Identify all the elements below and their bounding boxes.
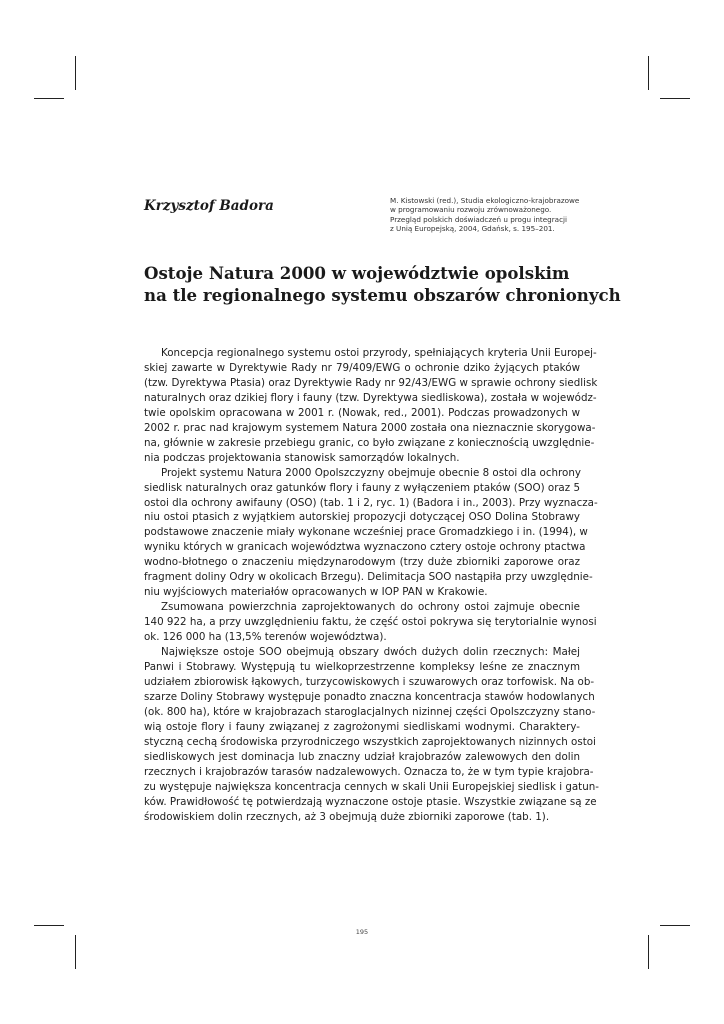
crop-mark-bottom-left-horizontal bbox=[34, 925, 64, 926]
text-line: ostoi dla ochrony awifauny (OSO) (tab. 1 i 2, ryc. 1) (Badora i in., 2003). Przy wyznacza- bbox=[144, 496, 598, 509]
citation-line: Przegląd polskich doświadczeń u progu integracji bbox=[390, 214, 568, 224]
text-line: wyniku których w granicach województwa wyznaczono cztery ostoje ochrony ptactwa bbox=[144, 541, 586, 554]
text-line: naturalnych oraz dzikiej flory i fauny (tzw. Dyrektywa siedliskowa), została w wojewódz- bbox=[144, 391, 597, 404]
title-line: Ostoje Natura 2000 w województwie opolskim bbox=[144, 263, 570, 283]
citation-block bbox=[390, 196, 620, 234]
paragraph-3 bbox=[144, 600, 597, 645]
page-number: 195 bbox=[355, 928, 369, 936]
title-line: na tle regionalnego systemu obszarów chronionych bbox=[144, 285, 621, 305]
text-line: Projekt systemu Natura 2000 Opolszczyzny obejmuje obecnie 8 ostoi dla ochrony bbox=[161, 466, 581, 479]
text-line: siedlisk naturalnych oraz gatunków flory i fauny z wyłączeniem ptaków (SOO) oraz 5 bbox=[144, 481, 580, 494]
text-line: wią ostoje flory i fauny związanej z zagrożonymi siedliskami wodnymi. Charaktery- bbox=[144, 720, 580, 733]
text-line: (tzw. Dyrektywa Ptasia) oraz Dyrektywie Rady nr 92/43/EWG w sprawie ochrony siedlisk bbox=[144, 376, 598, 389]
citation-line: z Unią Europejską, 2004, Gdańsk, s. 195–201. bbox=[390, 224, 555, 234]
text-line: skiej zawarte w Dyrektywie Rady nr 79/409/EWG o ochronie dziko żyjących ptaków bbox=[144, 361, 580, 374]
text-line: zu występuje największa koncentracja cennych w skali Unii Europejskiej siedlisk i gatun- bbox=[144, 780, 599, 793]
text-line: szarze Doliny Stobrawy występuje ponadto znaczna koncentracja stawów hodowlanych bbox=[144, 690, 595, 703]
text-line: udziałem zbiorowisk łąkowych, turzycowiskowych i szuwarowych oraz torfowisk. Na ob- bbox=[144, 675, 595, 688]
text-line: niu ostoi ptasich z wyjątkiem autorskiej propozycji dotyczącej OSO Dolina Stobrawy bbox=[144, 511, 580, 524]
paragraph-2 bbox=[144, 466, 598, 601]
text-line: ok. 126 000 ha (13,5% terenów województwa). bbox=[144, 631, 387, 644]
text-line: nia podczas projektowania stanowisk samorządów lokalnych. bbox=[144, 451, 460, 464]
article-body bbox=[144, 346, 599, 825]
text-line: Panwi i Stobrawy. Występują tu wielkoprzestrzenne kompleksy leśne ze znacznym bbox=[144, 661, 580, 674]
text-line: styczną cechą środowiska przyrodniczego wszystkich zaprojektowanych nizinnych ostoi bbox=[144, 735, 596, 748]
text-line: ków. Prawidłowość tę potwierdzają wyznaczone ostoje ptasie. Wszystkie związane są ze bbox=[144, 795, 597, 808]
paragraph-1 bbox=[144, 346, 598, 466]
text-line: 140 922 ha, a przy uwzględnieniu faktu, że część ostoi pokrywa się terytorialnie wynosi bbox=[144, 616, 597, 629]
text-line: siedliskowych jest dominacja lub znaczny udział krajobrazów zalewowych den dolin bbox=[144, 750, 580, 763]
text-line: fragment doliny Odry w okolicach Brzegu). Delimitacja SOO nastąpiła przy uwzględnie- bbox=[144, 571, 593, 584]
crop-mark-bottom-left-vertical bbox=[75, 935, 76, 969]
text-line: środowiskiem dolin rzecznych, aż 3 obejmują duże zbiorniki zaporowe (tab. 1). bbox=[144, 810, 550, 823]
author-name: Krzysztof Badora bbox=[144, 198, 274, 214]
text-line: twie opolskim opracowana w 2001 r. (Nowak, red., 2001). Podczas prowadzonych w bbox=[144, 406, 580, 419]
crop-mark-bottom-right-horizontal bbox=[660, 925, 690, 926]
crop-mark-bottom-right-vertical bbox=[648, 935, 649, 969]
crop-mark-top-right-horizontal bbox=[660, 98, 690, 99]
text-line: niu wyjściowych materiałów opracowanych w IOP PAN w Krakowie. bbox=[144, 586, 488, 599]
text-line: 2002 r. prac nad krajowym systemem Natura 2000 została ona nieznacznie skorygowa- bbox=[144, 421, 596, 434]
paragraph-4 bbox=[144, 645, 599, 824]
text-line: Największe ostoje SOO obejmują obszary dwóch dużych dolin rzecznych: Małej bbox=[161, 646, 580, 659]
text-line: wodno-błotnego o znaczeniu międzynarodowym (trzy duże zbiorniki zaporowe oraz bbox=[144, 556, 580, 569]
crop-mark-top-right-vertical bbox=[648, 56, 649, 90]
text-line: Zsumowana powierzchnia zaprojektowanych do ochrony ostoi zajmuje obecnie bbox=[161, 601, 580, 614]
text-line: Koncepcja regionalnego systemu ostoi przyrody, spełniających kryteria Unii Europej- bbox=[161, 347, 597, 359]
article-title bbox=[144, 262, 621, 306]
text-line: rzecznych i krajobrazów tarasów nadzalewowych. Oznacza to, że w tym typie krajobra- bbox=[144, 765, 594, 778]
citation-line: w programowaniu rozwoju zrównoważonego. bbox=[390, 205, 552, 215]
text-line: (ok. 800 ha), które w krajobrazach staroglacjalnych nizinnej części Opolszczyzny stano- bbox=[144, 705, 596, 718]
citation-line: M. Kistowski (red.), Studia ekologiczno-krajobrazowe bbox=[390, 196, 580, 205]
crop-mark-top-left-horizontal bbox=[34, 98, 64, 99]
text-line: na, głównie w zakresie przebiegu granic, co było związane z koniecznością uwzględnie- bbox=[144, 436, 595, 449]
crop-mark-top-left-vertical bbox=[75, 56, 76, 90]
text-line: podstawowe znaczenie miały wykonane wcześniej prace Gromadzkiego i in. (1994), w bbox=[144, 526, 588, 539]
